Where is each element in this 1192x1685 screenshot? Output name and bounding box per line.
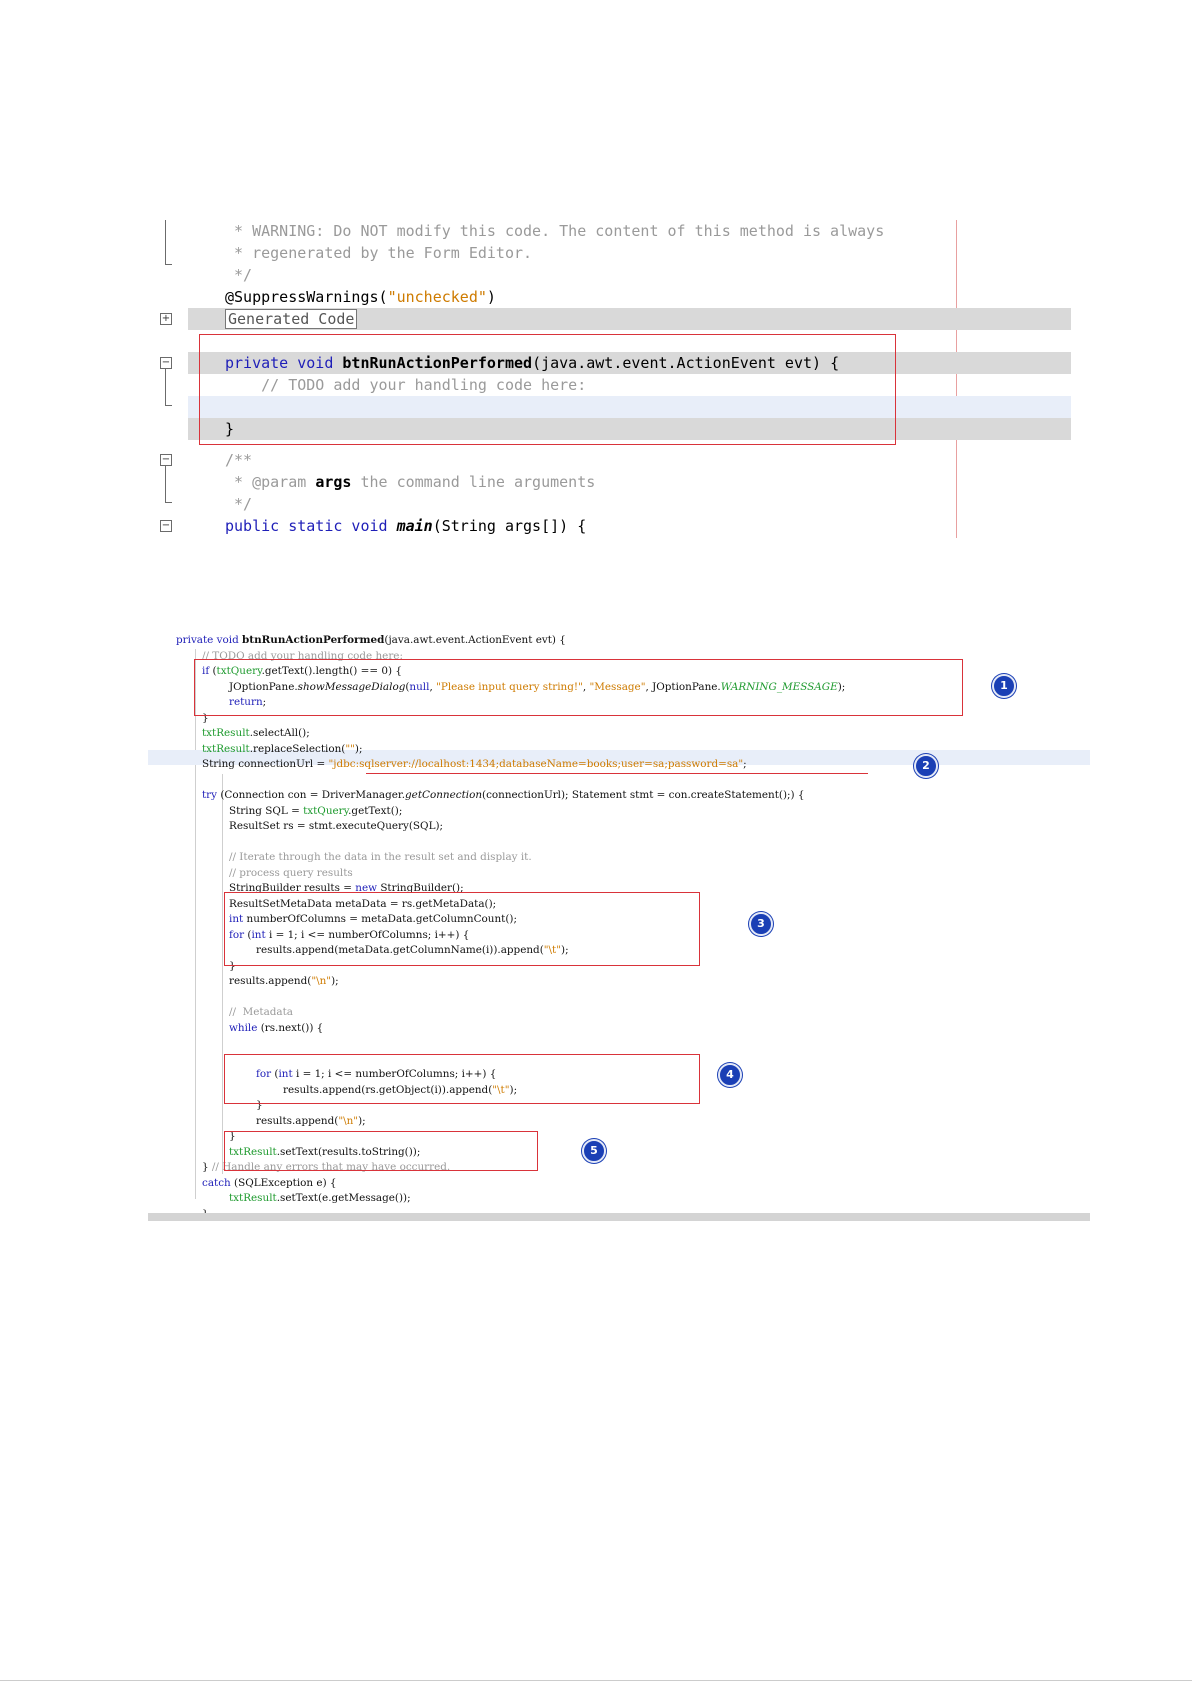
keyword: for [229,928,248,941]
code-text: ); [358,1114,366,1127]
string-literal: "\n" [311,975,332,987]
code-text: ( [247,928,252,941]
code-line [229,1021,323,1037]
method-name: btnRunActionPerformed [242,634,385,646]
code-text: , [582,680,590,693]
code-line: } [229,959,236,972]
code-text: i = 1; i <= numberOfColumns; i++) { [268,928,470,941]
code-text: .getText(); [348,804,403,817]
page-footer-line [0,1680,1192,1681]
field-ref: txtResult [202,727,250,739]
keyword: public static void [225,517,397,535]
code-text: .setText(e.getMessage()); [276,1192,411,1204]
code-text: ); [354,742,363,755]
keyword: private void [176,634,243,646]
code-line-comment-end: */ [225,266,253,284]
string-literal: "" [345,742,355,755]
code-text: ( [405,680,410,693]
param-desc: the command line arguments [351,473,596,491]
keyword: int [251,928,269,941]
code-line: // Metadata [229,1006,293,1018]
method-params: (String args[]) { [432,517,587,535]
code-text: numberOfColumns = metaData.getColumnCount(); [246,913,517,925]
code-line [202,726,310,742]
code-line [202,1176,337,1192]
fold-guide-end [165,405,172,406]
field-ref: WARNING_MESSAGE [720,680,838,693]
code-line-suppress [225,286,496,308]
code-line-regenerated: * regenerated by the Form Editor. [225,244,533,262]
method-call: showMessageDialog [297,680,406,693]
code-text: results.append( [229,975,312,987]
editor-bottom-bar [148,1213,1090,1221]
string-literal: "\t" [543,944,562,956]
field-ref: txtQuery [303,804,349,817]
keyword: int [229,913,247,925]
red-annotation-box-5 [224,1131,538,1171]
code-text: StringBuilder results = [229,882,356,894]
step-badge-1: 1 [992,674,1016,698]
keyword: private void [225,354,343,372]
code-line [176,634,566,649]
method-name: main [396,517,433,535]
indent-guide [222,774,223,1174]
code-line [229,1191,411,1207]
red-underline-2 [366,773,868,774]
code-line [229,804,402,820]
keyword: int [278,1068,296,1080]
code-text: ); [837,680,846,693]
step-badge-2: 2 [914,754,938,778]
annotation-value: "unchecked" [387,288,487,306]
collapse-fold-icon[interactable]: − [161,357,171,368]
code-text: .setText(results.toString()); [276,1145,421,1158]
code-text: .selectAll(); [249,727,310,739]
code-line-warning: * WARNING: Do NOT modify this code. The content of this method is always [225,222,885,240]
keyword: if [202,665,213,677]
red-annotation-box-1 [194,659,963,716]
code-text: (SQLException e) { [234,1176,337,1189]
code-line: // TODO add your handling code here: [202,649,403,662]
code-text: String SQL = [229,804,304,817]
expand-fold-icon[interactable]: + [161,313,171,324]
collapse-fold-icon[interactable]: − [161,520,171,531]
code-line: // Iterate through the data in the result set and display it. [229,851,532,863]
code-line-close-brace: } [225,420,235,438]
code-line-main [225,515,586,537]
string-literal: "\t" [492,1083,510,1096]
code-line [256,1114,366,1130]
code-line-todo: // TODO add your handling code here: [225,376,587,394]
code-line [202,742,362,758]
code-text: .getText().length() == 0) { [261,665,402,677]
string-literal: "Message" [589,680,646,693]
keyword: while [229,1021,261,1034]
collapse-fold-icon[interactable]: − [161,454,171,465]
code-line: } [256,1099,263,1111]
keyword: for [256,1068,275,1080]
generated-code-fold[interactable]: Generated Code [225,309,357,329]
keyword: catch [202,1176,235,1189]
code-text: ; [743,758,747,770]
code-text: JOptionPane. [229,680,298,693]
code-text: ); [561,944,569,956]
code-text: (connectionUrl); Statement stmt = con.createStatement();) { [482,789,805,801]
comment: // Handle any errors that may have occurred. [211,1161,451,1173]
keyword: null [409,680,430,693]
code-text: ); [509,1083,518,1096]
method-call: getConnection [405,789,483,801]
param-tag: * @param [225,473,316,491]
connection-url-string: "jdbc:sqlserver://localhost:1434;databaseName=books;user=sa;password=sa" [328,758,744,770]
code-text: (java.awt.event.ActionEvent evt) { [384,634,566,646]
code-line: ResultSet rs = stmt.executeQuery(SQL); [229,820,444,832]
method-name: btnRunActionPerformed [342,354,533,372]
indent-guide [195,649,196,1199]
keyword: try [202,789,221,801]
code-text: } [202,1161,212,1173]
field-ref: txtResult [229,1145,277,1158]
code-line [202,788,804,804]
code-text: , [429,680,437,693]
code-text: ( [212,665,217,677]
code-text: ( [274,1068,279,1080]
step-badge-3: 3 [749,912,773,936]
code-text: i = 1; i <= numberOfColumns; i++) { [295,1068,497,1080]
red-annotation-box-3 [224,892,700,966]
code-text: ; [262,696,267,708]
code-text: (Connection con = DriverManager. [220,789,406,801]
red-annotation-box-4 [224,1054,700,1104]
code-line: // process query results [229,866,353,879]
string-literal: "\n" [338,1114,359,1127]
code-text: results.append(metaData.getColumnName(i)).append( [256,944,544,956]
code-line-param [225,471,595,493]
ide-editor-screenshot-bottom [148,634,1090,1221]
step-badge-5: 5 [582,1139,606,1163]
step-badge-4: 4 [718,1063,742,1087]
code-text: String connectionUrl = [202,758,329,770]
param-name: args [315,473,352,491]
method-params: (java.awt.event.ActionEvent evt) { [532,354,840,372]
code-line [229,974,339,990]
code-line: } [229,1130,236,1142]
red-annotation-box [199,334,896,445]
code-line-javadoc-end: */ [225,495,253,513]
keyword: new [355,882,381,894]
code-text: results.append( [256,1114,339,1127]
keyword: return [229,696,263,708]
code-text: (rs.next()) { [260,1021,324,1034]
code-text: ); [331,975,339,987]
code-line: ResultSetMetaData metaData = rs.getMetaData(); [229,897,497,910]
code-text: .replaceSelection( [249,742,346,755]
field-ref: txtQuery [216,665,262,677]
code-line [202,757,747,773]
code-line-javadoc-start: /** [225,451,253,469]
code-text: results.append(rs.getObject(i)).append( [283,1083,493,1096]
annotation: @SuppressWarnings( [225,288,388,306]
field-ref: txtResult [202,742,250,755]
code-text: , JOptionPane. [645,680,721,693]
code-text: StringBuilder(); [380,882,464,894]
ide-editor-screenshot-top [148,220,1071,538]
string-literal: "Please input query string!" [436,680,583,693]
annotation-close: ) [486,288,496,306]
field-ref: txtResult [229,1192,277,1204]
code-line: } [202,711,209,724]
